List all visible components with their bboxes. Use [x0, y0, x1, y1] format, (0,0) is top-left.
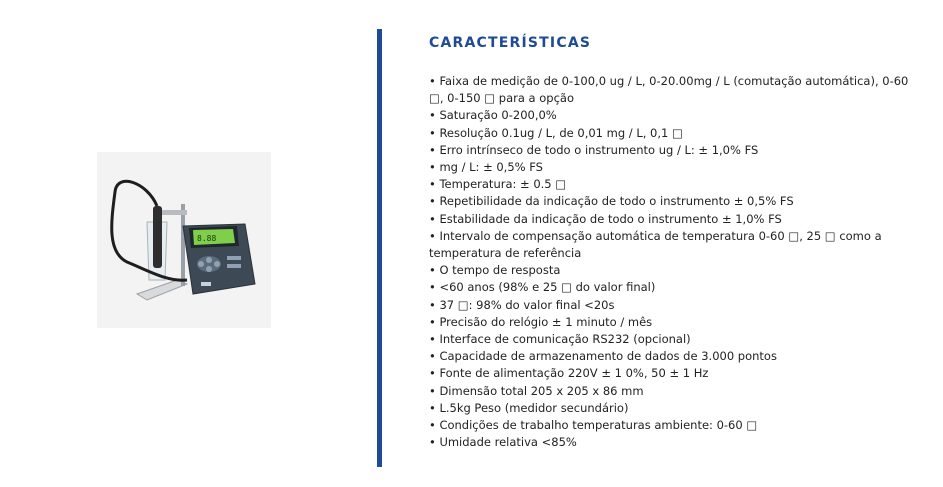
list-item: • L.5kg Peso (medidor secundário): [429, 400, 629, 415]
dissolved-oxygen-meter-illustration: [97, 152, 271, 328]
list-item: • Faixa de medição de 0-100,0 ug / L, 0-20.00mg / L (comutação automática), 0-60 □, 0-150 □ para a opção: [429, 74, 909, 106]
list-item: • mg / L: ± 0,5% FS: [429, 160, 543, 175]
list-item: • O tempo de resposta: [429, 263, 561, 278]
list-item: • Fonte de alimentação 220V ± 1 0%, 50 ± 1 Hz: [429, 366, 709, 381]
list-item: • Condições de trabalho temperaturas ambiente: 0-60 □: [429, 418, 758, 433]
product-image: [97, 152, 271, 328]
list-item: • Estabilidade da indicação de todo o instrumento ± 1,0% FS: [429, 211, 782, 226]
list-item: • Capacidade de armazenamento de dados de 3.000 pontos: [429, 349, 777, 364]
list-item: • Precisão do relógio ± 1 minuto / mês: [429, 314, 653, 329]
list-item: • Umidade relativa <85%: [429, 435, 577, 450]
list-item: • Intervalo de compensação automática de temperatura 0-60 □, 25 □ como a temperatura de referência: [429, 228, 882, 261]
list-item: • Resolução 0.1ug / L, de 0,01 mg / L, 0,1 □: [429, 125, 683, 140]
list-item: • 37 □: 98% do valor final <20s: [429, 297, 615, 312]
list-item: • <60 anos (98% e 25 □ do valor final): [429, 280, 656, 295]
list-item: • Erro intrínseco de todo o instrumento ug / L: ± 1,0% FS: [429, 142, 759, 157]
list-item: • Interface de comunicação RS232 (opcional): [429, 332, 691, 347]
list-item: • Saturação 0-200,0%: [429, 108, 557, 123]
list-item: • Temperatura: ± 0.5 □: [429, 177, 567, 192]
spec-list: [429, 73, 909, 451]
list-item: • Dimensão total 205 x 205 x 86 mm: [429, 383, 644, 398]
svg-text:8.88: 8.88: [197, 234, 217, 243]
list-item: • Repetibilidade da indicação de todo o instrumento ± 0,5% FS: [429, 194, 794, 209]
section-divider: [377, 29, 382, 467]
section-title: CARACTERÍSTICAS: [429, 35, 592, 51]
